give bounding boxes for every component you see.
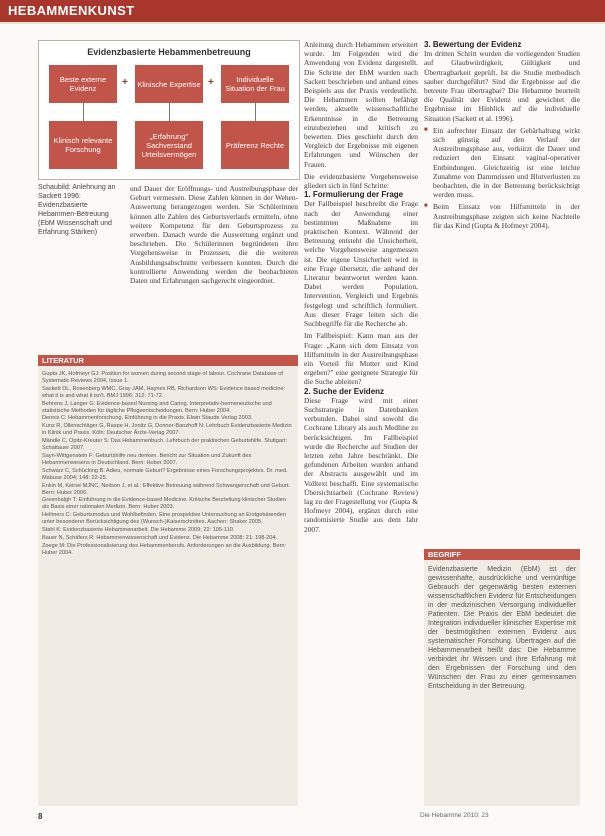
literature-item: Gupta JK, Hofmeyr GJ: Position for women during second stage of labour. Cochrane Database of Systematic Reviews 2004, Issue 1. [42,371,283,384]
paragraph: Anleitung durch Hebammen erweitert wurde. Im Folgenden wird die Anwendung von Evidenz dargestellt. Die Schritte der EbM wurden nach Sackett beschrieben und anhand eines Beispiels aus der Praxis verdeutlicht. Die Hebammen sollten befähigt werden, aktuelle wissenschaftliche Erkenntnisse in die Betreuung einzubeziehen und kritisch zu bewerten. Dies geschieht durch den Vergleich der Ergebnisse mit eigenen Erfahrungen und Wünschen der Frauen. [304,40,418,169]
literature-item: Hellmers C: Geburtsmodus und Wohlbefinden. Eine prospektive Untersuchung an Erstgebärenden unter besonderer Berücksichtigung des (Wunsch-)Kaiserschnittes. Aachen: Shaker 2005. [42,512,286,526]
diagram-title: Evidenzbasierte Hebammenbetreuung [87,47,251,57]
literature-item: Dennis C: Hebammenforschung. Einführung in die Praxis. Elwin Staude Verlag 2003. [42,415,253,422]
connector-line [83,103,84,121]
diagram-box-research: Klinisch relevante Forschung [49,121,117,169]
column-1-text [130,184,298,285]
connector-line [255,103,256,121]
literature-item: Sackett DL, Rosenberg WMC, Gray JAM, Haynes RB, Richardson WS: Evidence based medicine: what it is and what it isn't. BMJ 1996; 312: 71-72. [42,385,286,399]
connector-line [169,103,170,121]
ebm-diagram [38,40,300,180]
literature-item: Bauer N, Schäfers R: Hebammenwissenschaft und Evidenz. Die Hebamme 2008; 21: 198-204. [42,534,278,541]
literature-item: Behrens J, Langer G: Evidence-based Nursing and Caring. Interpretativ-hermeneutische und statistische Methoden für tägliche Pflegeentscheidungen. Bern: Huber 2004. [42,400,272,414]
literature-item: Sayn-Wittgenstein F: Geburtshilfe neu denken. Bericht zur Situation und Zukunft des Hebammenwesens in Deutschland. Bern: Huber 2007. [42,452,252,466]
paragraph: Diese Frage wird mit einer Suchstrategie in Datenbanken verbunden. Dabei sind sowohl die Cochrane Library als auch Medline zu berücksichtigen. Im Fallbeispiel wurde die Recherche auf Studien der letzten zehn Jahre beschränkt. Die gefundenen Arbeiten wurden anhand der Abstracts ausgewählt und im Volltext beschafft. Eine systematische Übersichtsarbeit (Cochrane Review) lag zu der Fragestellung vor (Gupta & Hofmeyr 2004), ergänzt durch eine randomisierte Studie aus dem Jahr 2007. [304,395,418,534]
paragraph: Im Fallbeispiel: Kann man aus der Frage: „Kann sich dem Einsatz von Hilfsmitteln in der Austreibungsphase ein Vorteil für Mutter und Kind ergeben?" eine geeignete Strategie für die Suche ableiten? [304,331,418,387]
paragraph: Der Fallbeispiel beschreibt die Frage nach der Anwendung einer bestimmten Maßnahme im praktischen Kontext. Während der Betreuung entsteht die Unsicherheit, welche Vorgehensweise angemessen ist. Die eigene Unsicherheit wird in eine Frage übersetzt, die anhand der Literatur beantwortet werden kann. Dabei werden Population, Intervention, Vergleich und Ergebnis festgelegt und schriftlich formuliert. Aus dieser Frage leiten sich die Suchbegriffe für die Recherche ab. [304,199,418,329]
column-2-text [304,40,418,534]
literature-list [42,371,294,558]
literature-item: Mändle C, Opitz-Kreuter S: Das Hebammenbuch. Lehrbuch der praktischen Geburtshilfe. Stuttgart: Schattauer 2007. [42,438,287,452]
diagram-box-preference: Präferenz Rechte [221,121,289,169]
literature-item: Kunz R, Ollenschläger G, Raspe H, Jonitz G, Donner-Banzhoff N: Lehrbuch Evidenzbasierte Medizin in Klinik und Praxis. Köln: Deutscher Ärzte-Verlag 2007. [42,423,292,437]
literature-item: Schwarz C, Schücking B: Adieu, normale Geburt? Ergebnisse eines Forschungsprojektes. Dr. med. Mabuse 2004; 148: 22-25. [42,467,288,481]
paragraph: Die evidenzbasierte Vorgehensweise gliedert sich in fünf Schritte: [304,171,418,191]
bullet-item: ■ Beim Einsatz von Hilfsmitteln in der Austreibungsphase zeigten sich keine Nachteile für das Kind (Gupta & Hofmeyr 2004). [433,202,580,230]
column-3-text [424,40,580,230]
bullet-list [424,126,580,230]
page-number: 8 [38,812,43,821]
journal-source: Die Hebamme 2010; 23 [420,812,489,819]
literature-title: LITERATUR [42,356,84,365]
section-heading: 1. Formulierung der Frage [304,190,404,200]
header-divider [0,22,605,24]
diagram-box-experience: „Erfahrung" Sachverstand Urteilsvermögen [135,121,203,169]
diagram-caption: Schaubild: Anlehnung an Sackett 1996: Evidenzbasierte Hebammen-Betreuung (EbM Wissenschaft und Erfahrung Stärken) [38,184,116,236]
literature-item: Greenhalgh T: Einführung in die Evidence-based Medicine. Kritische Beurteilung klinischer Studien als Basis einer rationalen Medizin. Bern: Huber 2003. [42,497,286,511]
plus-operator: + [208,77,214,88]
paragraph: und Dauer der Eröffnungs- und Austreibungsphase der Geburt vermessen. Diese Zahlen können in der Wehen-Auswertung herangezogen werden. Sie Schülerinnen können alle Zahlen des Geburtsverlaufs ermitteln, ohne weitere Kompetenz für den Geburtsprozess zu erwerben. Danach wurde die Auswertung ergänzt und beschrieben. Die Schülerinnen begründeten ihre Vorgehensweise in Prozessen, die die weiteren Ausbildungsabschnitte verbessern konnten. Durch die kontrollierte Anwendung werden die beobachteten Daten und Erfahrungen sachgerecht eingeordnet. [130,184,298,286]
bullet-item: ■ Ein aufrechter Einsatz der Gebärhaltung wirkt sich günstig auf den Verlauf der Austreibungsphase aus, verkürzt die Dauer und reduziert den Einsatz vaginal-operativer Entbindungen. Gleichzeitig ist eine leichte Zunahme von Dammrissen und Blutverlusten zu beobachten, die in der Betreuung berücksichtigt werden muss. [433,126,580,200]
diagram-box-clinical-expertise: Klinische Expertise [135,65,203,103]
section-heading: 2. Suche der Evidenz [304,386,385,396]
literature-item: Zoege M: Die Professionalisierung des Hebammenberufs. Anforderungen an die Ausbildung. Bern: Huber 2004. [42,542,287,556]
definition-text: Evidenzbasierte Medizin (EbM) ist der gewissenhafte, ausdrückliche und vernünftige Gebrauch der gegenwärtig besten externen wissenschaftlichen Evidenz für Entscheidungen in der medizinischen Versorgung individueller Patienten. Die Praxis der EbM bedeutet die Integration individueller klinischer Expertise mit der bestmöglichen externen Evidenz aus systematischer Forschung. Übertragen auf die Hebammenarbeit heißt das: Die Hebamme verbindet ihr Wissen und ihre Erfahrung mit den Ergebnissen der Forschung und den Wünschen der Frau zu einer gemeinsamen Entscheidung in der Betreuung. [428,566,576,690]
paragraph: Im dritten Schritt wurden die vorliegenden Studien auf Glaubwürdigkeit, Gültigkeit und Übertragbarkeit geprüft. Ist die Studie methodisch sauber durchgeführt? Sind die Ergebnisse auf die betreute Frau übertragbar? Die Hebamme beurteilt die Qualität der Evidenz und gewichtet die Ergebnisse im Hinblick auf die individuelle Situation (Sackett et al. 1996). [424,49,580,123]
literature-header [38,355,298,366]
definition-header [424,549,580,560]
section-heading: 3. Bewertung der Evidenz [424,40,522,49]
literature-item: Enkin M, Keirse MJNC, Neilson J, et al.: Effektive Betreuung während Schwangerschaft und Geburt. Bern: Huber 2006. [42,482,291,496]
plus-operator: + [122,77,128,88]
section-title: HEBAMMENKUNST [8,3,135,18]
diagram-box-external-evidence: Beste externe Evidenz [49,65,117,103]
diagram-box-individual-situation: Individuelle Situation der Frau [221,65,289,103]
definition-title: BEGRIFF [428,550,461,559]
literature-item: Stahl K: Evidenzbasierte Hebammenarbeit. Die Hebamme 2009; 22: 105-110. [42,527,235,534]
